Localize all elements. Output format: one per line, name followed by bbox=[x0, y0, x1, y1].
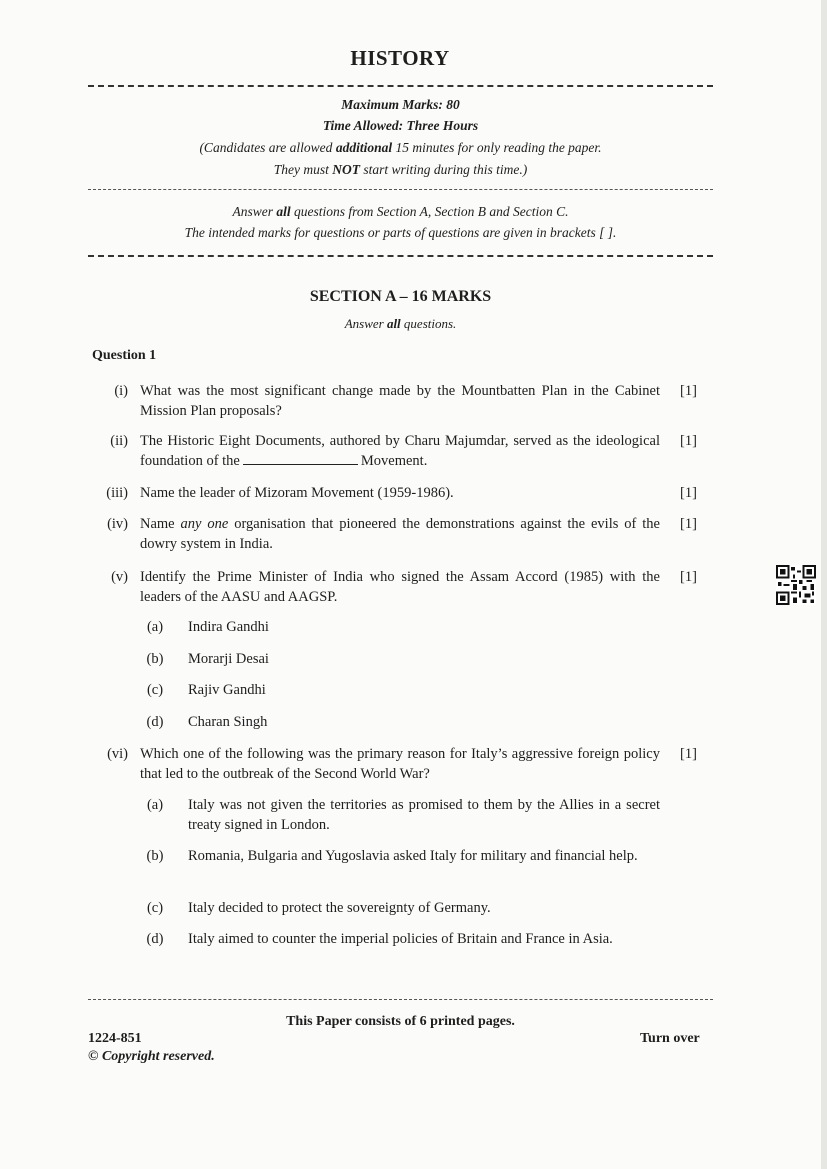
item-text: Name the leader of Mizoram Movement (1959-1986). bbox=[140, 485, 454, 501]
option-text: Charan Singh bbox=[188, 714, 268, 730]
item-marks: [1] bbox=[680, 569, 697, 585]
item-text: The Historic Eight Documents, authored by Charu Majumdar, served as the ideological foundation of the Movement. bbox=[140, 433, 660, 469]
option-label: (b) bbox=[146, 651, 164, 667]
item-marks: [1] bbox=[680, 485, 697, 501]
copyright-note: © Copyright reserved. bbox=[88, 1049, 215, 1064]
page-edge bbox=[821, 0, 827, 1169]
option-label: (c) bbox=[146, 900, 164, 916]
item-text: Identify the Prime Minister of India who signed the Assam Accord (1985) with the leaders of the AASU and AAGSP. bbox=[140, 569, 660, 605]
option-text: Italy was not given the territories as promised to them by the Allies in a secret treaty signed in London. bbox=[188, 797, 660, 833]
item-text: What was the most significant change made by the Mountbatten Plan in the Cabinet Mission Plan proposals? bbox=[140, 383, 660, 419]
item-marks: [1] bbox=[680, 433, 697, 449]
instruction-1: Answer all questions from Section A, Section B and Section C. bbox=[232, 204, 569, 219]
section-title: SECTION A – 16 MARKS bbox=[309, 288, 492, 305]
item-text: Name any one organisation that pioneered the demonstrations against the evils of the dowry system in India. bbox=[140, 516, 660, 552]
option-text: Rajiv Gandhi bbox=[188, 682, 266, 698]
qr-code-icon bbox=[776, 565, 816, 605]
item-text: Which one of the following was the primary reason for Italy’s aggressive foreign policy that led to the outbreak of the Second World War? bbox=[140, 746, 660, 782]
turn-over-note: Turn over bbox=[640, 1031, 700, 1046]
option-text: Indira Gandhi bbox=[188, 619, 269, 635]
option-label: (d) bbox=[146, 931, 164, 947]
option-label: (c) bbox=[146, 682, 164, 698]
option-label: (d) bbox=[146, 714, 164, 730]
option-label: (b) bbox=[146, 848, 164, 864]
paper-title: HISTORY bbox=[350, 46, 450, 70]
item-marks: [1] bbox=[680, 516, 697, 532]
item-number: (i) bbox=[114, 383, 128, 399]
item-number: (vi) bbox=[107, 746, 128, 762]
option-text: Italy aimed to counter the imperial policies of Britain and France in Asia. bbox=[188, 931, 613, 947]
section-instruction: Answer all questions. bbox=[344, 316, 457, 331]
item-number: (v) bbox=[111, 569, 128, 585]
instruction-2: The intended marks for questions or parts of questions are given in brackets [ ]. bbox=[184, 225, 617, 240]
reading-note-2: They must NOT start writing during this time.) bbox=[273, 162, 528, 177]
item-number: (ii) bbox=[110, 433, 128, 449]
option-text: Italy decided to protect the sovereignty of Germany. bbox=[188, 900, 491, 916]
divider bbox=[88, 189, 713, 190]
item-number: (iv) bbox=[107, 516, 128, 532]
divider bbox=[88, 999, 713, 1000]
paper-code: 1224-851 bbox=[88, 1031, 142, 1046]
page-count-note: This Paper consists of 6 printed pages. bbox=[286, 1014, 515, 1029]
option-label: (a) bbox=[146, 797, 164, 813]
item-marks: [1] bbox=[680, 383, 697, 399]
divider bbox=[88, 255, 713, 257]
option-text: Morarji Desai bbox=[188, 651, 269, 667]
answer-blank bbox=[243, 452, 358, 465]
question-label: Question 1 bbox=[92, 348, 157, 363]
item-marks: [1] bbox=[680, 746, 697, 762]
reading-note-1: (Candidates are allowed additional 15 minutes for only reading the paper. bbox=[199, 140, 602, 155]
max-marks: Maximum Marks: 80 bbox=[341, 97, 460, 112]
option-text: Romania, Bulgaria and Yugoslavia asked Italy for military and financial help. bbox=[188, 848, 638, 864]
option-label: (a) bbox=[146, 619, 164, 635]
time-allowed: Time Allowed: Three Hours bbox=[322, 118, 479, 133]
item-number: (iii) bbox=[106, 485, 128, 501]
divider bbox=[88, 85, 713, 87]
